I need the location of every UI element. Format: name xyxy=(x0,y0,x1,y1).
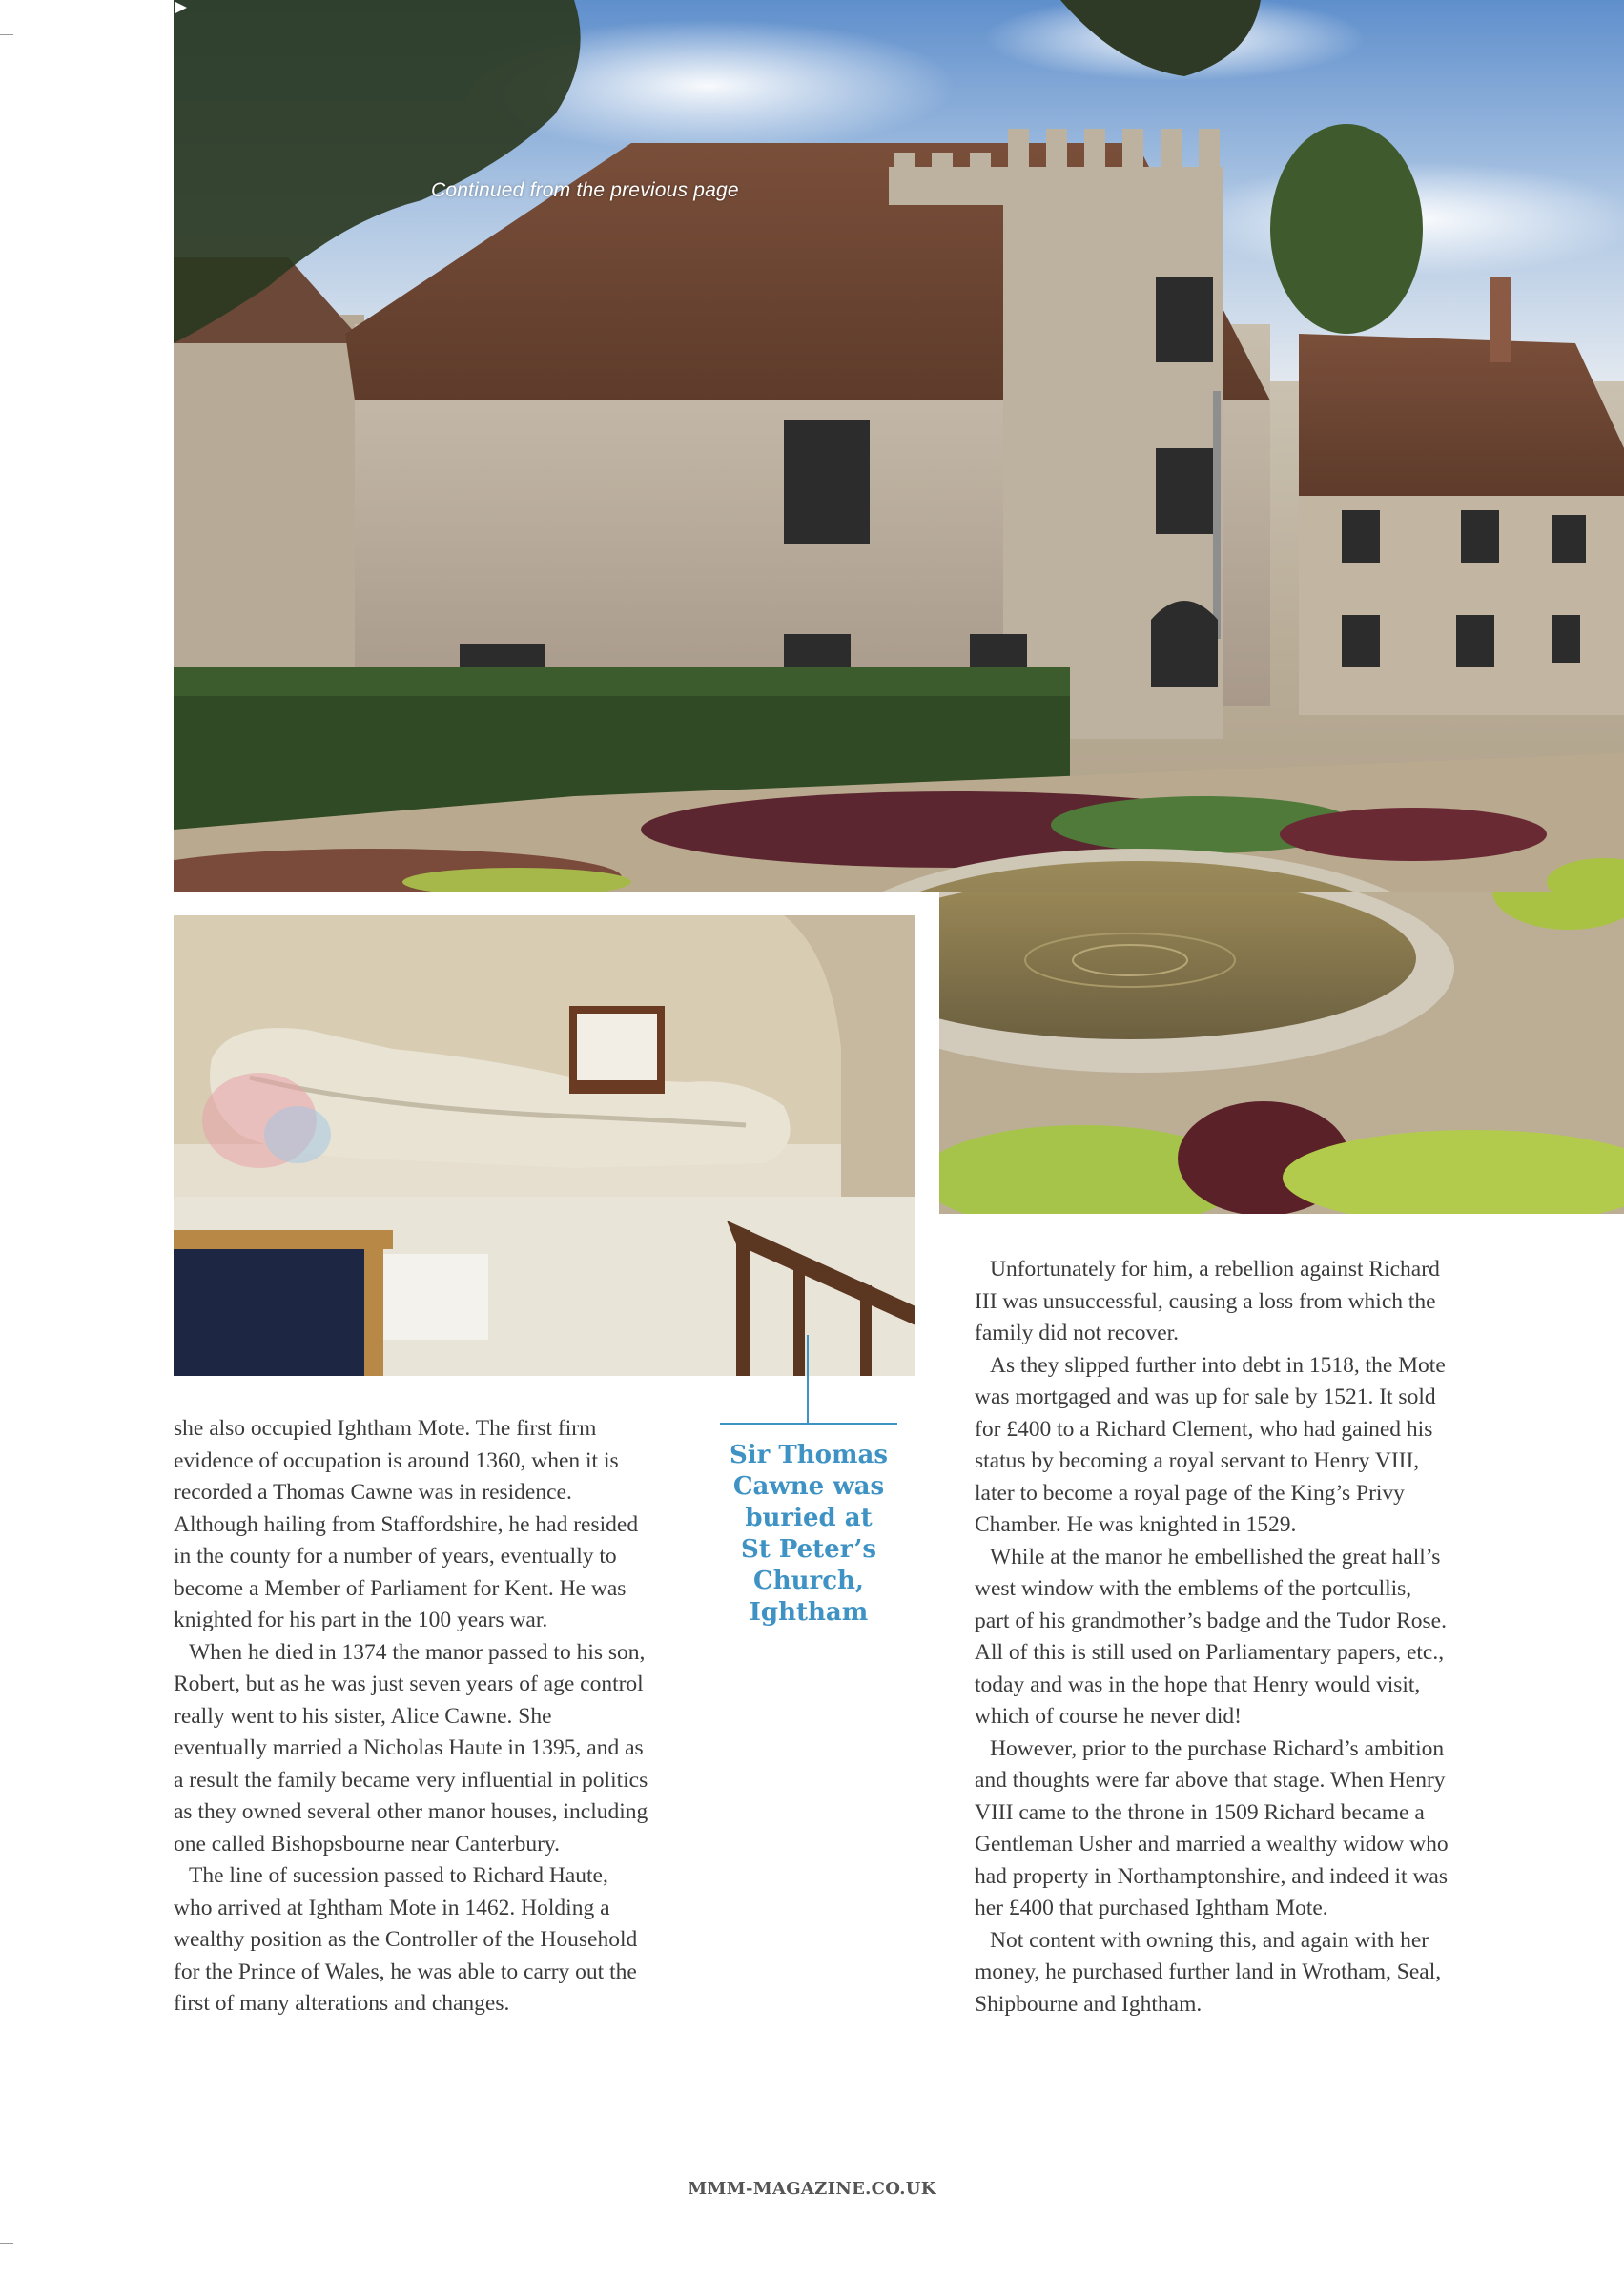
paragraph: While at the manor he embellished the great hall’s west window with the emblems of the portcullis, part of his grandmother’s badge and the Tudor Rose. All of this is still used on Parliamentary papers, etc., today and was in the hope that Henry would visit, which of course he never did! xyxy=(975,1544,1447,1729)
caption-line-5: Church, xyxy=(753,1567,864,1595)
caption-leader-line xyxy=(807,1335,809,1423)
manor-house-illustration xyxy=(174,0,1624,892)
tomb-effigy-photo xyxy=(174,915,915,1376)
article-column-right xyxy=(975,1254,1451,2021)
crop-mark xyxy=(0,34,13,35)
pond-illustration xyxy=(939,892,1624,1214)
crop-mark xyxy=(0,2243,13,2244)
footer-site-url[interactable]: MMM-MAGAZINE.CO.UK xyxy=(688,2179,936,2199)
caption-line-3: buried at xyxy=(745,1504,873,1532)
paragraph: Unfortunately for him, a rebellion against Richard III was unsuccessful, causing a loss from which the family did not recover. xyxy=(975,1257,1440,1345)
caption-line-1: Sir Thomas xyxy=(730,1441,888,1469)
caption-rule xyxy=(720,1423,897,1425)
courtyard-pond-photo xyxy=(939,892,1624,1214)
article-column-left xyxy=(174,1413,650,2021)
tomb-illustration xyxy=(174,915,915,1376)
caption-line-4: St Peter’s xyxy=(740,1535,877,1564)
photo-caption xyxy=(715,1440,902,1629)
caption-line-2: Cawne was xyxy=(732,1472,885,1501)
paragraph: However, prior to the purchase Richard’s ambition and thoughts were far above that stage. When Henry VIII came to the throne in 1509 Richard became a Gentleman Usher and married a wealthy widow who had property in Northamptonshire, and indeed it was her £400 that purchased Ightham Mote. xyxy=(975,1735,1449,1920)
paragraph: The line of sucession passed to Richard Haute, who arrived at Ightham Mote in 1462. Holding a wealthy position as the Controller of the Household for the Prince of Wales, he was able to carry out the first of many alterations and changes. xyxy=(174,1863,638,2016)
paragraph: As they slipped further into debt in 1518, the Mote was mortgaged and was up for sale by 1521. It sold for £400 to a Richard Clement, who had gained his status by becoming a royal servant to Henry VIII, later to become a royal page of the King’s Privy Chamber. He was knighted in 1529. xyxy=(975,1352,1446,1537)
paragraph: When he died in 1374 the manor passed to his son, Robert, but as he was just seven years of age control really went to his sister, Alice Cawne. She eventually married a Nicholas Haute in 1395, and as a result the family became very influential in politics as they owned several other manor houses, including one called Bishopsbourne near Canterbury. xyxy=(174,1639,648,1856)
manor-house-photo xyxy=(174,0,1624,892)
paragraph: Not content with owning this, and again with her money, he purchased further land in Wrotham, Seal, Shipbourne and Ightham. xyxy=(975,1927,1442,2017)
chevron-right-icon xyxy=(174,0,189,15)
continued-note: Continued from the previous page xyxy=(431,179,739,201)
caption-line-6: Ightham xyxy=(749,1598,869,1627)
paragraph: she also occupied Ightham Mote. The first firm evidence of occupation is around 1360, when it is recorded a Thomas Cawne was in residence. Although hailing from Staffordshire, he had resided in the county for a number of years, eventually to become a Member of Parliament for Kent. He was knighted for his part in the 100 years war. xyxy=(174,1416,639,1632)
